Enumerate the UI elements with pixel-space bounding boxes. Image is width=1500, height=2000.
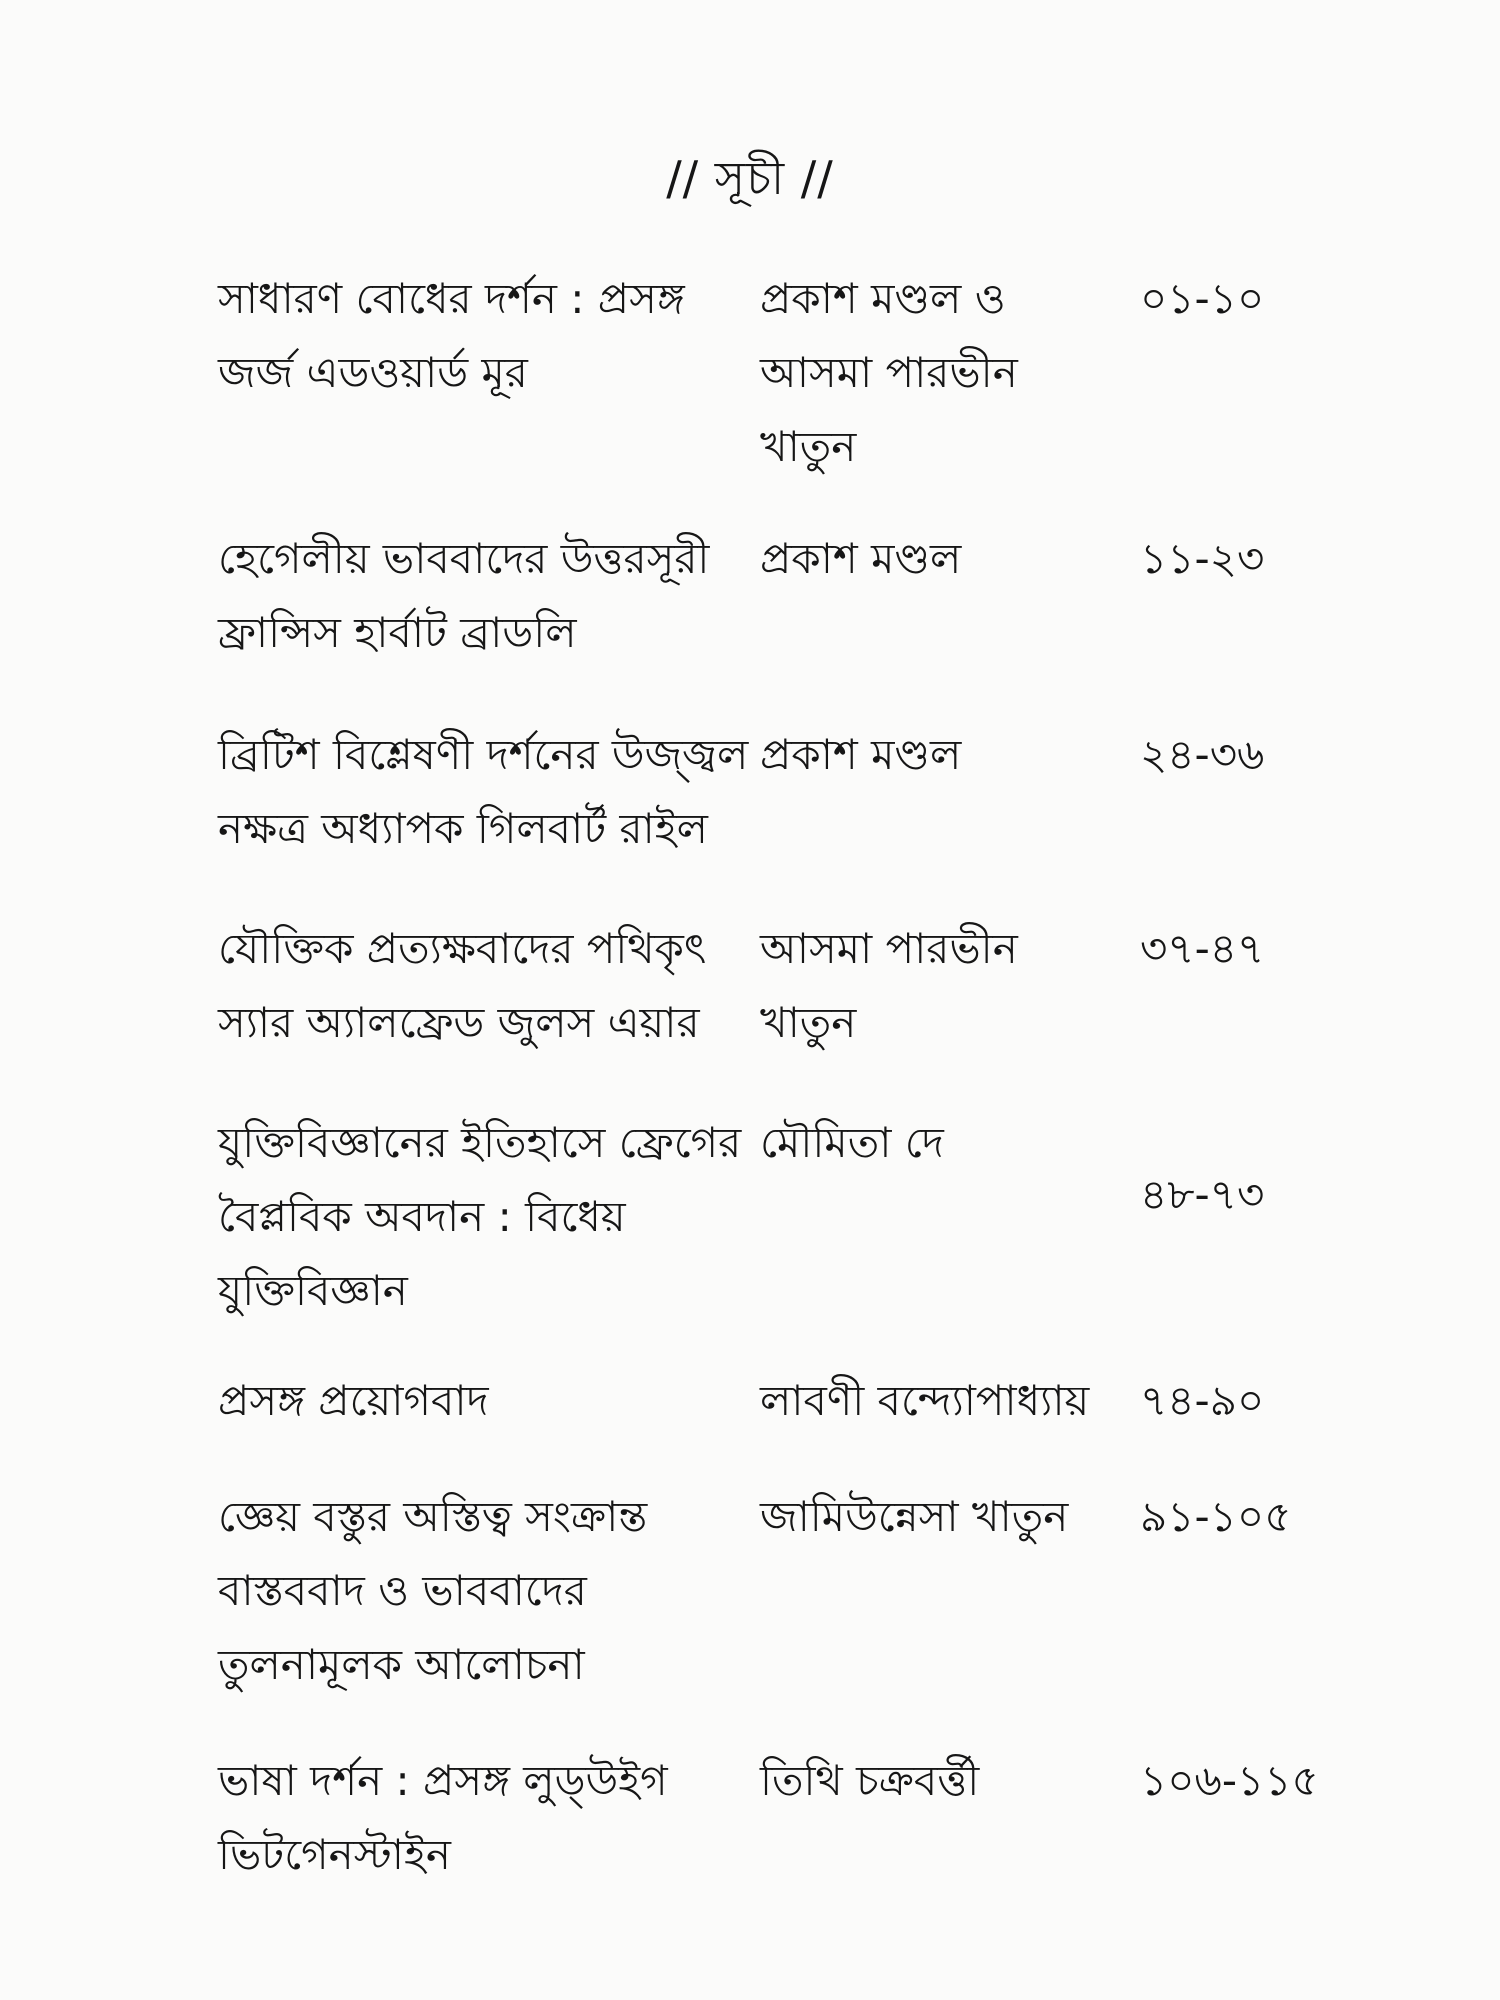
entry-page-range: ২৪-৩৬ bbox=[1140, 730, 1265, 779]
entry-author bbox=[760, 718, 1090, 792]
entry-title-line: স্যার অ্যালফ্রেড জুলস এয়ার bbox=[218, 998, 700, 1047]
page-title: // সূচী // bbox=[666, 151, 834, 205]
entry-author-line: জামিউন্নেসা খাতুন bbox=[760, 1492, 1069, 1541]
entry-title-line: জ্ঞেয় বস্তুর অস্তিত্ব সংক্রান্ত bbox=[218, 1492, 648, 1541]
entry-title bbox=[218, 912, 748, 1060]
entry-page-range: ১০৬-১১৫ bbox=[1140, 1756, 1319, 1805]
entry-page-range: ৪৮-৭৩ bbox=[1140, 1170, 1265, 1219]
entry-author bbox=[760, 262, 1090, 484]
entry-title-line: ব্রিটিশ বিশ্লেষণী দর্শনের উজ্জ্বল bbox=[218, 730, 749, 779]
entry-page-range: ০১-১০ bbox=[1140, 274, 1265, 323]
entry-title-line: জর্জ এডওয়ার্ড মূর bbox=[218, 348, 528, 397]
entry-title-line: যুক্তিবিজ্ঞানের ইতিহাসে ফ্রেগের bbox=[218, 1118, 742, 1167]
entry-title-line: তুলনামূলক আলোচনা bbox=[218, 1640, 585, 1689]
entry-title-line: বৈপ্লবিক অবদান : বিধেয় bbox=[218, 1192, 626, 1241]
entry-author bbox=[760, 1364, 1090, 1438]
entry-author-line: লাবণী বন্দ্যোপাধ্যায় bbox=[760, 1376, 1090, 1425]
entry-title bbox=[218, 1106, 748, 1328]
entry-author-line: প্রকাশ মণ্ডল bbox=[760, 730, 962, 779]
entry-title-line: ভিটগেনস্টাইন bbox=[218, 1830, 451, 1879]
entry-title-line: বাস্তববাদ ও ভাববাদের bbox=[218, 1566, 587, 1615]
entry-author-line: আসমা পারভীন bbox=[760, 924, 1018, 973]
entry-author-line: তিথি চক্রবর্ত্তী bbox=[760, 1756, 980, 1805]
entry-author-line: প্রকাশ মণ্ডল ও bbox=[760, 274, 1006, 323]
entry-title-line: সাধারণ বোধের দর্শন : প্রসঙ্গ bbox=[218, 274, 685, 323]
entry-title-line: ভাষা দর্শন : প্রসঙ্গ লুড্‌উইগ bbox=[218, 1756, 668, 1805]
entry-title-line: প্রসঙ্গ প্রয়োগবাদ bbox=[218, 1376, 489, 1425]
entry-author-line: খাতুন bbox=[760, 998, 857, 1047]
entry-title-line: হেগেলীয় ভাববাদের উত্তরসূরী bbox=[218, 534, 710, 583]
entry-title bbox=[218, 522, 748, 670]
entry-page-range: ৩৭-৪৭ bbox=[1140, 924, 1265, 973]
entry-page-range: ১১-২৩ bbox=[1140, 534, 1265, 583]
entry-author bbox=[760, 522, 1090, 596]
entry-author-line: মৌমিতা দে bbox=[760, 1118, 944, 1167]
entry-title bbox=[218, 718, 748, 866]
entry-title-line: ফ্রান্সিস হার্বাট ব্রাডলি bbox=[218, 608, 577, 657]
entry-author-line: প্রকাশ মণ্ডল bbox=[760, 534, 962, 583]
entry-title-line: যৌক্তিক প্রত্যক্ষবাদের পথিকৃৎ bbox=[218, 924, 707, 973]
entry-page-range: ৯১-১০৫ bbox=[1140, 1492, 1292, 1541]
entry-author bbox=[760, 1744, 1090, 1818]
entry-author-line: আসমা পারভীন bbox=[760, 348, 1018, 397]
entry-author bbox=[760, 1106, 1090, 1180]
entry-title bbox=[218, 262, 748, 410]
entry-author bbox=[760, 912, 1090, 1060]
entry-title-line: নক্ষত্র অধ্যাপক গিলবার্ট রাইল bbox=[218, 804, 708, 853]
entry-title bbox=[218, 1744, 748, 1892]
entry-author bbox=[760, 1480, 1090, 1554]
entry-title bbox=[218, 1480, 748, 1702]
entry-title bbox=[218, 1364, 748, 1438]
entry-title-line: যুক্তিবিজ্ঞান bbox=[218, 1266, 408, 1315]
entry-author-line: খাতুন bbox=[760, 422, 857, 471]
entry-page-range: ৭৪-৯০ bbox=[1140, 1376, 1265, 1425]
